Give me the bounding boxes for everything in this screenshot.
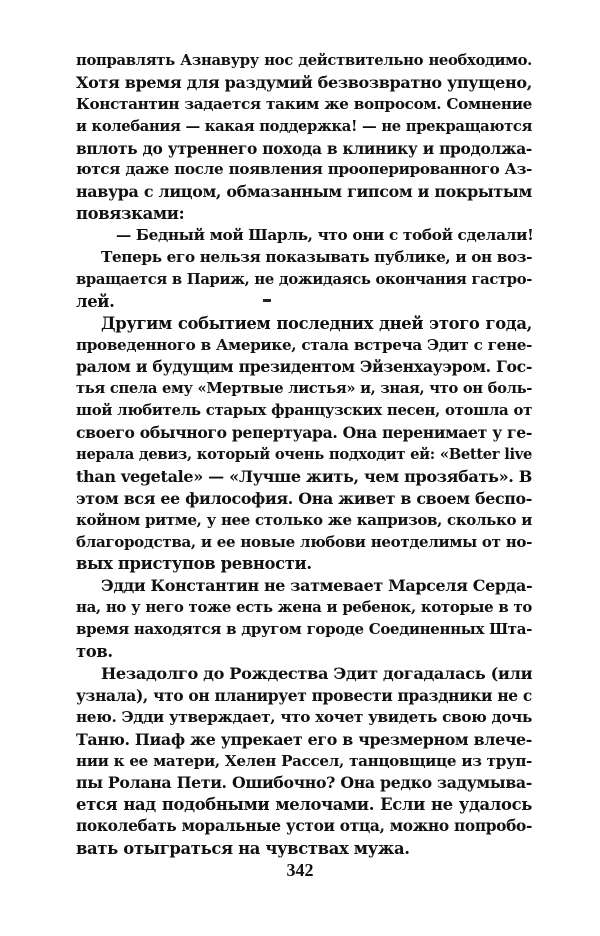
text-line: Теперь его нельзя показывать публике, и он воз- xyxy=(101,248,533,267)
text-line: Эдди Константин не затмевает Марселя Серда- xyxy=(101,576,533,596)
text-line: вых приступов ревности. xyxy=(76,554,312,574)
text-line: нии к ее матери, Хелен Рассел, танцовщице из труп- xyxy=(76,751,532,770)
text-line: пы Ролана Пети. Ошибочно? Она редко задумыва- xyxy=(76,773,532,793)
text-line: и колебания — какая поддержка! — не прекращаются xyxy=(76,117,532,135)
text-line: этом вся ее философия. Она живет в своем беспо- xyxy=(76,488,532,508)
text-line: своего обычного репертуара. Она перенимает у ге- xyxy=(76,423,532,443)
text-line: Другим событием последних дней этого года, xyxy=(101,313,532,333)
text-line: Таню. Пиаф же упрекает его в чрезмерном влече- xyxy=(76,729,532,749)
text-line: поколебать моральные устои отца, можно попробо- xyxy=(76,817,532,836)
text-line: поправлять Азнавуру нос действительно необходимо. xyxy=(76,52,532,69)
text-line: вращается в Париж, не дожидаясь окончания гастро- xyxy=(76,270,532,288)
text-line: койном ритме, у нее столько же капризов, сколько и xyxy=(76,510,532,529)
text-line: нею. Эдди утверждает, что хочет увидеть свою дочь xyxy=(76,707,532,726)
text-line: навура с лицом, обмазанным гипсом и покрытым xyxy=(76,182,532,202)
text-line: Незадолго до Рождества Эдит догадалась (или xyxy=(101,663,533,683)
page-number: 342 xyxy=(286,860,314,880)
text-block xyxy=(76,50,532,860)
text-line: нерала девиз, который очень подходит ей: «Better live xyxy=(76,446,532,464)
text-line: на, но у него тоже есть жена и ребенок, которые в то xyxy=(76,598,532,617)
text-line: проведенного в Америке, стала встреча Эдит с гене- xyxy=(76,335,532,354)
text-line: шой любитель старых французских песен, отошла от xyxy=(76,401,532,420)
page-body xyxy=(76,50,532,860)
stray-mark xyxy=(263,299,271,302)
text-line: ралом и будущим президентом Эйзенхауэром. Гос- xyxy=(76,357,532,377)
text-line: узнала), что он планирует провести праздники не с xyxy=(76,685,532,705)
text-line: благородства, и ее новые любови неотделимы от но- xyxy=(76,532,532,551)
text-line: вплоть до утреннего похода в клинику и продолжа- xyxy=(76,138,532,158)
text-line: than vegetale» — «Лучше жить, чем прозябать». В xyxy=(76,466,532,486)
text-line: Константин задается таким же вопросом. Сомнение xyxy=(76,94,532,113)
text-line: ются даже после появления прооперированного Аз- xyxy=(76,160,532,179)
text-line: вать отыграться на чувствах мужа. xyxy=(76,839,410,859)
text-line: время находятся в другом городе Соединенных Шта- xyxy=(76,620,532,639)
text-line: повязками: xyxy=(76,204,185,224)
text-line: лей. xyxy=(76,291,115,311)
text-line: — Бедный мой Шарль, что они с тобой сделали! xyxy=(116,226,534,245)
text-line: тья спела ему «Мертвые листья» и, зная, что он боль- xyxy=(76,380,532,398)
text-line: Хотя время для раздумий безвозвратно упущено, xyxy=(76,72,532,92)
text-line: тов. xyxy=(76,642,113,662)
text-line: ется над подобными мелочами. Если не удалось xyxy=(76,795,532,815)
